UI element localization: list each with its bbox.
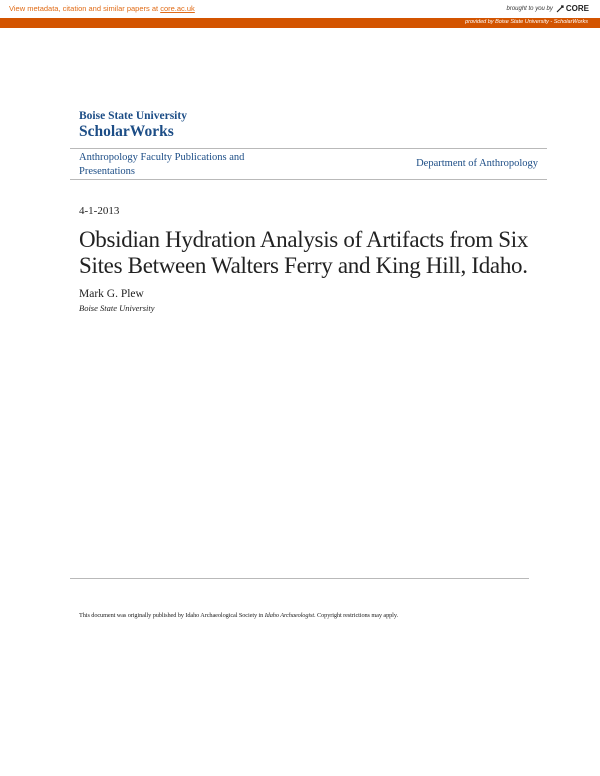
institution-logo[interactable] (79, 110, 187, 140)
series-divider (70, 179, 547, 180)
publication-note (79, 612, 398, 619)
note-journal: Idaho Archaeologist (264, 612, 315, 619)
core-brought-text: brought to you by (506, 5, 553, 12)
provided-by-text: provided by Boise State University - ScholarWorks (465, 19, 588, 25)
top-divider (70, 148, 547, 149)
core-link[interactable]: core.ac.uk (160, 4, 195, 13)
note-suffix: . Copyright restrictions may apply. (314, 612, 398, 619)
core-logo-icon (556, 4, 565, 13)
provider-strip (0, 18, 600, 28)
core-banner (0, 0, 600, 18)
publication-date: 4-1-2013 (79, 205, 120, 217)
core-metadata-text: View metadata, citation and similar papers at (9, 4, 159, 13)
core-metadata-notice (9, 4, 195, 13)
note-prefix: This document was originally published by Idaho Archaeological Society in (79, 612, 264, 619)
repository-name: ScholarWorks (79, 123, 174, 140)
series-link[interactable]: Anthropology Faculty Publications and Presentations (79, 152, 245, 177)
department-link[interactable]: Department of Anthropology (416, 158, 538, 169)
core-logo[interactable] (556, 4, 589, 13)
core-logo-text: CORE (565, 4, 589, 13)
author-name: Mark G. Plew (79, 288, 144, 300)
institution-name: Boise State University (79, 110, 187, 122)
core-brought-by (507, 4, 590, 13)
author-affiliation: Boise State University (79, 303, 155, 313)
paper-title: Obsidian Hydration Analysis of Artifacts from Six Sites Between Walters Ferry and King Hill, Idaho. (79, 227, 529, 278)
bottom-divider (70, 578, 529, 579)
